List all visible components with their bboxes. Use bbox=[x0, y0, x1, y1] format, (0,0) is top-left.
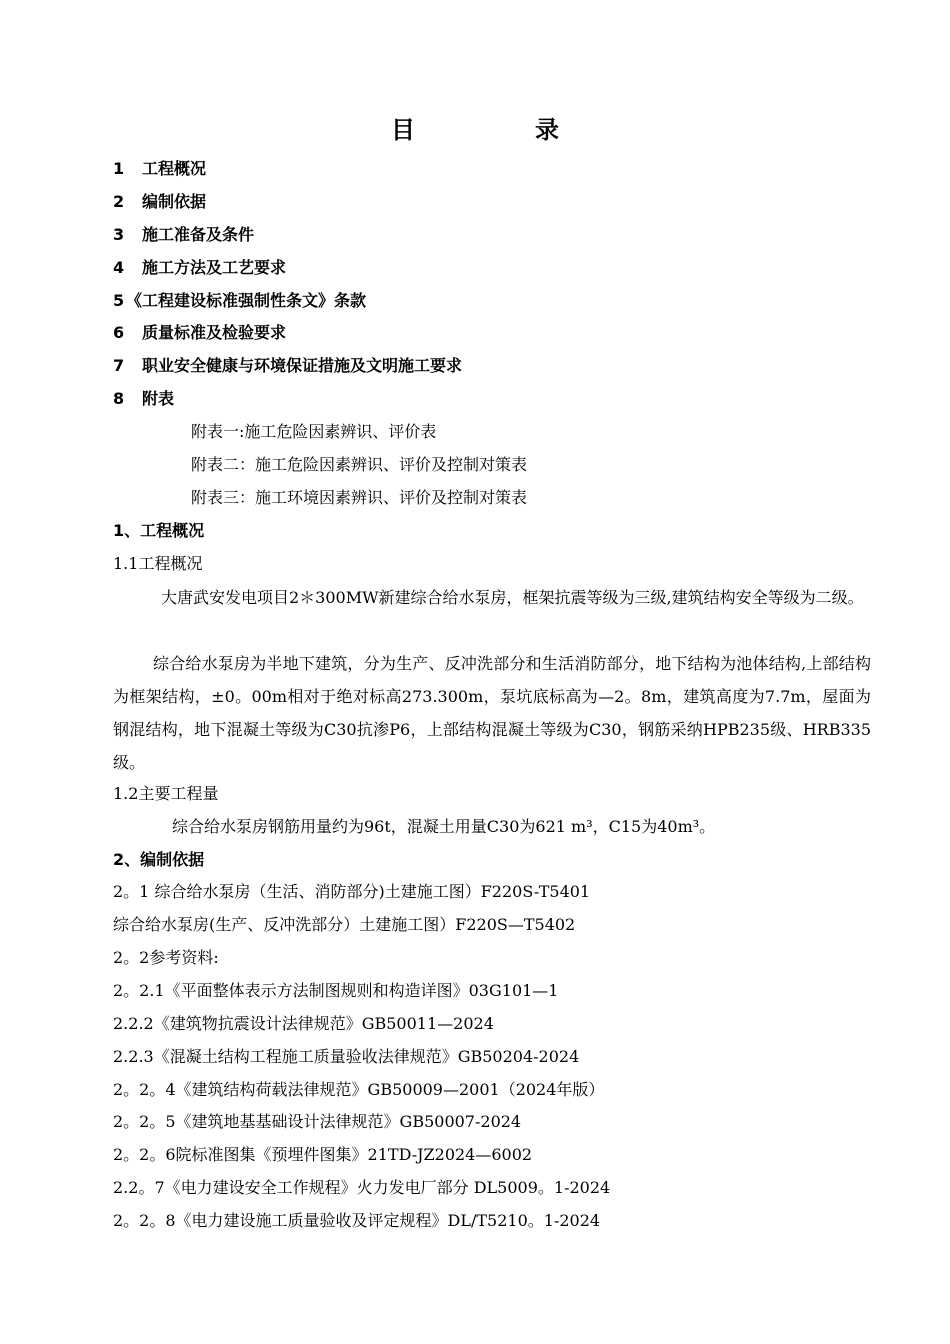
reference-line: 2.2.2《建筑物抗震设计法律规范》GB50011—2024 bbox=[113, 1014, 494, 1033]
reference-line: 2。2。8《电力建设施工质量验收及评定规程》DL/T5210。1-2024 bbox=[113, 1211, 601, 1230]
toc-number: 7 bbox=[113, 356, 125, 375]
subsection-heading: 1.1工程概况 bbox=[113, 554, 203, 573]
paragraph: 综合给水泵房为半地下建筑，分为生产、反冲洗部分和生活消防部分，地下结构为池体结构,上部结构为框架结构，±0。00m相对于绝对标高273.300m，泵坑底标高为—2。8m，建筑高度为7.7m，屋面为钢混结构，地下混凝土等级为C30抗渗P6，上部结构混凝土等级为C30，钢筋采纳HPB235级、HRB335级。 bbox=[113, 654, 871, 772]
toc-number: 1 bbox=[113, 159, 125, 178]
title-right: 录 bbox=[535, 116, 559, 144]
section-heading: 1、工程概况 bbox=[113, 521, 205, 540]
toc-item bbox=[113, 321, 286, 345]
toc-number: 5 bbox=[113, 291, 125, 310]
reference-line: 综合给水泵房(生产、反冲洗部分）土建施工图）F220S—T5402 bbox=[113, 915, 576, 934]
reference-line: 2。2。4《建筑结构荷载法律规范》GB50009—2001（2024年版） bbox=[113, 1080, 605, 1099]
title-left: 目 bbox=[391, 116, 415, 144]
toc-number: 8 bbox=[113, 389, 125, 408]
appendix-item: 附表二：施工危险因素辨识、评价及控制对策表 bbox=[191, 455, 528, 474]
toc-text: 施工方法及工艺要求 bbox=[142, 258, 287, 277]
appendix-item: 附表一:施工危险因素辨识、评价表 bbox=[191, 422, 437, 441]
toc-text: 附表 bbox=[142, 389, 175, 408]
reference-line: 2。1 综合给水泵房（生活、消防部分)土建施工图）F220S-T5401 bbox=[113, 882, 591, 901]
reference-line: 2。2。6院标准图集《预埋件图集》21TD-JZ2024—6002 bbox=[113, 1145, 533, 1164]
subsection-heading: 1.2主要工程量 bbox=[113, 784, 219, 803]
toc-text: 施工准备及条件 bbox=[142, 225, 255, 244]
reference-line: 2。2参考资料: bbox=[113, 948, 219, 967]
toc-item bbox=[113, 354, 462, 378]
toc-item bbox=[113, 190, 206, 214]
toc-number: 3 bbox=[113, 225, 125, 244]
toc-text: 编制依据 bbox=[142, 192, 207, 211]
reference-line: 2。2。5《建筑地基基础设计法律规范》GB50007-2024 bbox=[113, 1112, 522, 1131]
appendix-item: 附表三：施工环境因素辨识、评价及控制对策表 bbox=[191, 488, 528, 507]
reference-line: 2.2.3《混凝土结构工程施工质量验收法律规范》GB50204-2024 bbox=[113, 1047, 580, 1066]
toc-item bbox=[113, 289, 366, 313]
toc-number: 6 bbox=[113, 323, 125, 342]
page-title bbox=[0, 112, 950, 148]
reference-line: 2.2。7《电力建设安全工作规程》火力发电厂部分 DL5009。1-2024 bbox=[113, 1178, 611, 1197]
toc-item bbox=[113, 157, 206, 181]
toc-text: 质量标准及检验要求 bbox=[142, 323, 287, 342]
paragraph: 大唐武安发电项目2＊300MW新建综合给水泵房，框架抗震等级为三级,建筑结构安全等级为二级。 bbox=[161, 588, 864, 607]
toc-text: 《工程建设标准强制性条文》条款 bbox=[126, 291, 367, 310]
toc-item bbox=[113, 387, 174, 411]
toc-text: 工程概况 bbox=[142, 159, 207, 178]
section-heading: 2、编制依据 bbox=[113, 850, 205, 869]
toc-text: 职业安全健康与环境保证措施及文明施工要求 bbox=[142, 356, 463, 375]
toc-item bbox=[113, 223, 254, 247]
paragraph: 综合给水泵房钢筋用量约为96t，混凝土用量C30为621 m³，C15为40m³。 bbox=[172, 817, 716, 836]
toc-number: 2 bbox=[113, 192, 125, 211]
reference-line: 2。2.1《平面整体表示方法制图规则和构造详图》03G101—1 bbox=[113, 981, 559, 1000]
toc-item bbox=[113, 256, 286, 280]
toc-number: 4 bbox=[113, 258, 125, 277]
